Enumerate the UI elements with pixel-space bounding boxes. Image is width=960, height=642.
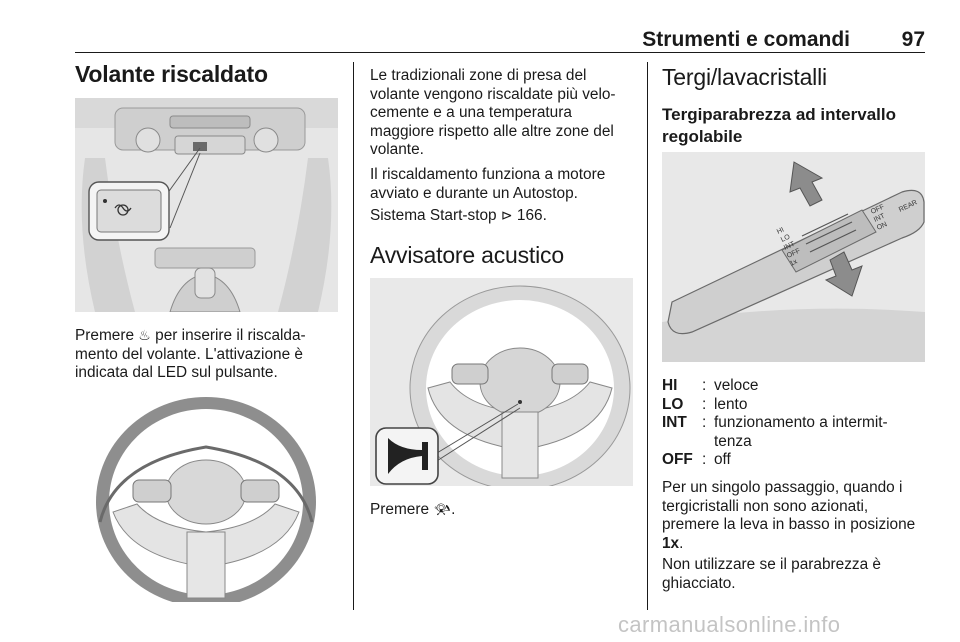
wiper-modes-list: [662, 377, 932, 470]
p1-rest: per inserire il riscalda-: [150, 327, 306, 344]
p-engine-1: Il riscaldamento funziona a motore: [370, 166, 606, 183]
p-zones-2: volante vengono riscaldate più velo-: [370, 85, 616, 103]
lever-label-hi: HI: [775, 226, 786, 236]
p-zones-3: cemente e a una temperatura: [370, 104, 572, 121]
heated-wheel-icon: ♨: [138, 327, 151, 343]
p-zones-5: volante.: [370, 141, 424, 158]
p-zones-4: maggiore rispetto alle altre zone del: [370, 122, 614, 140]
single-wipe-bold: 1x: [662, 534, 680, 552]
mode-description: veloce: [714, 377, 759, 394]
lever-label-off: OFF: [785, 247, 802, 260]
subheading-line2: regolabile: [662, 127, 743, 146]
figure-dashboard-heat-button: [75, 98, 338, 312]
mode-separator: :: [702, 395, 707, 413]
watermark: carmanualsonline.info: [618, 612, 841, 637]
mode-description: lento: [714, 395, 748, 413]
heading-horn: Avvisatore acustico: [370, 242, 564, 268]
steering-wheel-illustration: [75, 392, 338, 602]
mode-separator: :: [702, 414, 707, 431]
mode-separator: :: [702, 377, 707, 394]
single-wipe-1: Per un singolo passaggio, quando i: [662, 479, 903, 496]
frozen-2: ghiacciato.: [662, 574, 736, 592]
mode-description: [714, 414, 932, 451]
paragraph-engine-running: [370, 166, 640, 203]
horn-icon: 📯︎: [433, 501, 452, 517]
mode-term: HI: [662, 377, 678, 394]
single-wipe-3: premere la leva in basso in posizione: [662, 516, 916, 533]
press-horn-end: .: [451, 501, 456, 518]
lever-label-on: ON: [875, 221, 889, 232]
heading-wipers: Tergi/lavacristalli: [662, 64, 827, 90]
lever-label-lo: LO: [779, 233, 792, 244]
list-item: [662, 414, 932, 451]
page-number: 97: [901, 28, 925, 51]
mode-term: LO: [662, 395, 684, 413]
list-item: [662, 377, 932, 396]
paragraph-frozen-windshield: [662, 556, 932, 593]
mode-separator: :: [702, 451, 707, 468]
paragraph-heating-zones: [370, 67, 640, 160]
header-rule: [75, 52, 925, 53]
subheading-interval-wiper: [662, 104, 932, 148]
column-divider-1: [353, 62, 354, 610]
running-header-title: Strumenti e comandi: [642, 28, 850, 51]
p1-line3: indicata dal LED sul pulsante.: [75, 364, 278, 381]
p1-lead: Premere: [75, 327, 135, 344]
paragraph-heated-wheel: [75, 326, 345, 383]
mode-description: off: [714, 451, 731, 468]
dashboard-illustration: [75, 98, 338, 312]
single-wipe-2: tergicristalli non sono azionati,: [662, 497, 869, 515]
page-ref-arrow-icon: ⊳: [500, 207, 513, 223]
paragraph-start-stop-ref: [370, 206, 640, 226]
lever-label-1x: 1x: [788, 258, 799, 268]
paragraph-press-horn: [370, 500, 640, 520]
press-horn-text: Premere: [370, 501, 434, 518]
mode-description-line1: funzionamento a intermit-: [714, 414, 888, 431]
mode-description-line2: tenza: [714, 432, 752, 450]
ref-text: Sistema Start-stop: [370, 207, 501, 224]
lever-label-rear: REAR: [897, 199, 919, 214]
ref-page: 166.: [512, 207, 547, 224]
paragraph-single-wipe: [662, 479, 932, 553]
p-engine-2: avviato e durante un Autostop.: [370, 184, 578, 202]
heading-heated-steering-wheel: Volante riscaldato: [75, 61, 268, 87]
p-zones-1: Le tradizionali zone di presa del: [370, 67, 587, 84]
figure-wiper-lever: [662, 152, 925, 362]
list-item: [662, 451, 932, 470]
column-divider-2: [647, 62, 648, 610]
mode-term: INT: [662, 414, 687, 431]
figure-heated-steering-wheel: [75, 392, 338, 602]
mode-term: OFF: [662, 451, 693, 468]
lever-label-int: INT: [782, 240, 797, 252]
list-item: [662, 396, 932, 415]
single-wipe-end: .: [679, 534, 684, 552]
wiper-lever-illustration: [662, 152, 925, 362]
lever-label-int-rear: INT: [872, 212, 887, 224]
frozen-1: Non utilizzare se il parabrezza è: [662, 556, 881, 573]
lever-label-off-rear: OFF: [869, 203, 886, 216]
p1-line2: mento del volante. L'attivazione è: [75, 345, 303, 363]
subheading-line1: Tergiparabrezza ad intervallo: [662, 105, 896, 124]
figure-horn: [370, 278, 633, 486]
horn-illustration: [370, 278, 633, 486]
